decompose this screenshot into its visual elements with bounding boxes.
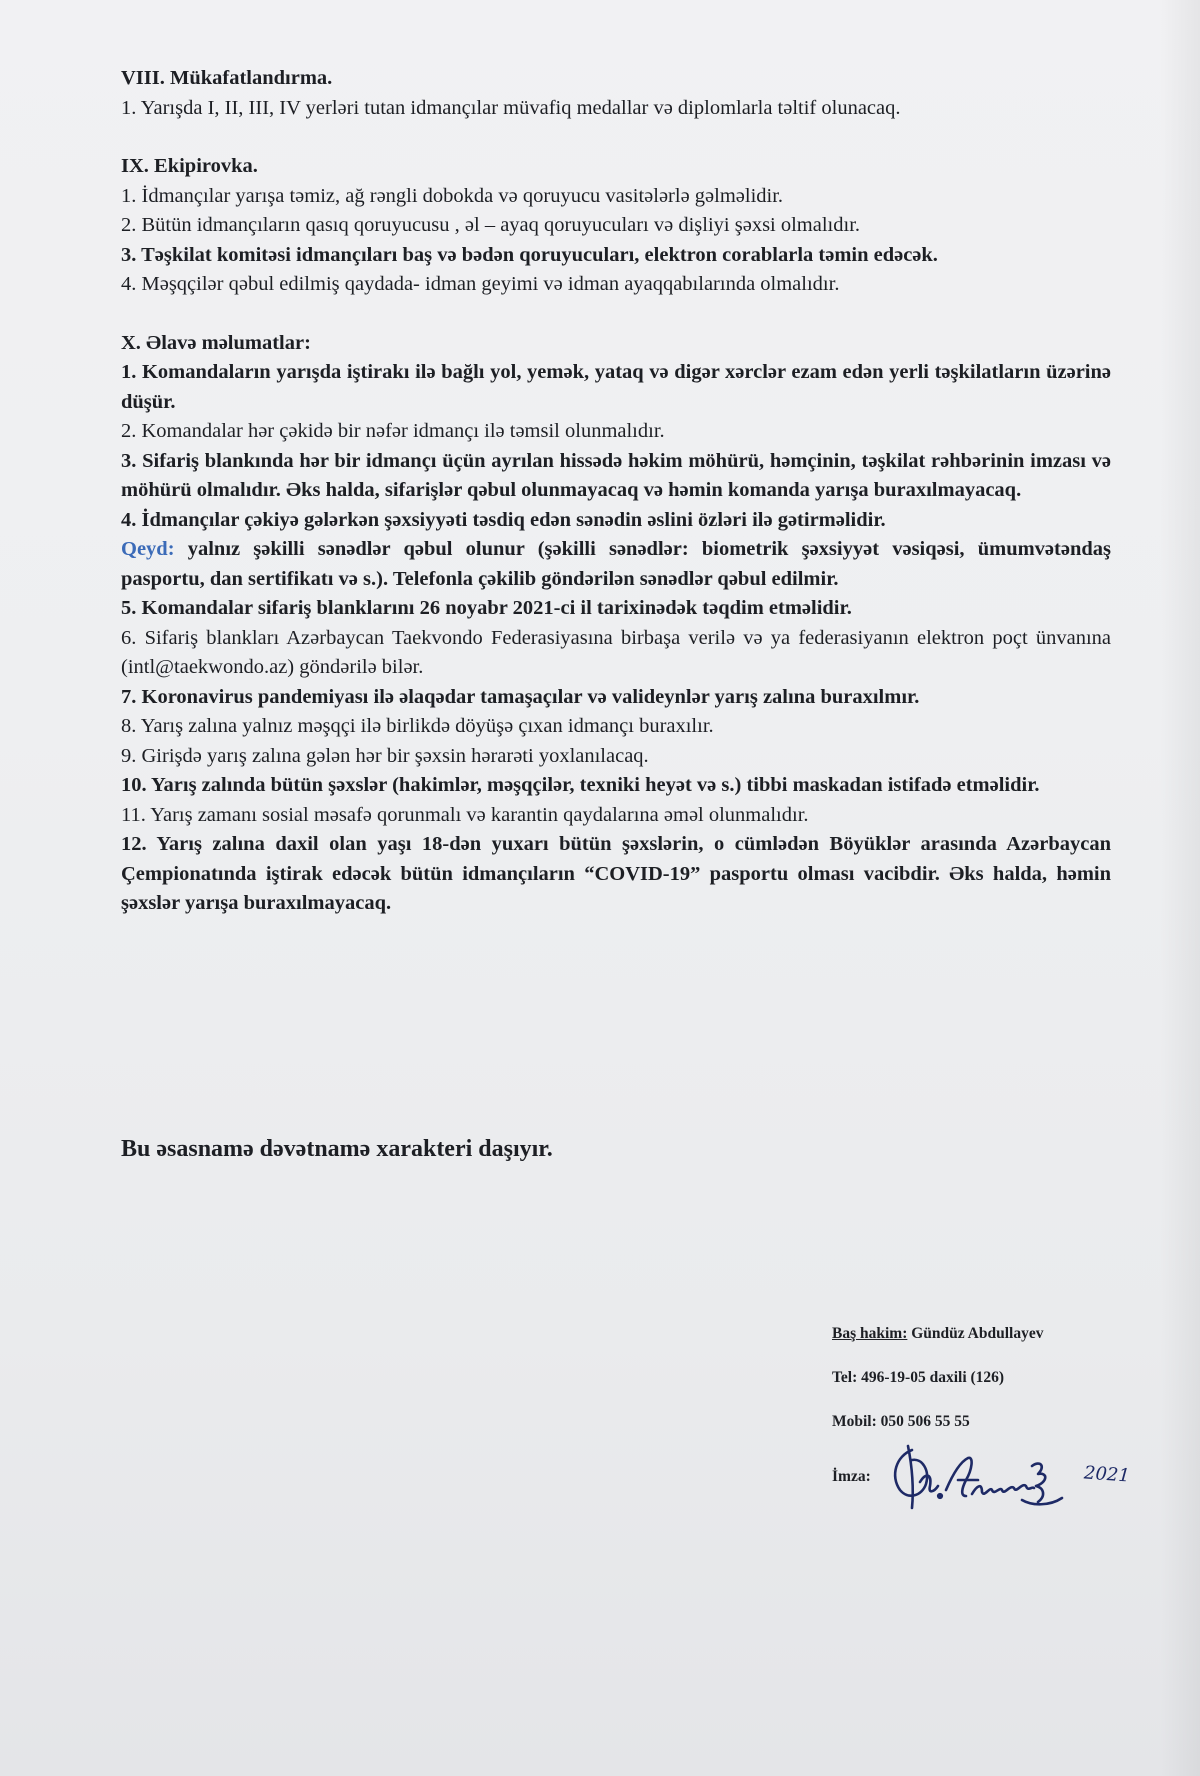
signature-block bbox=[832, 1322, 1172, 1514]
section-item: 1. Komandaların yarışda iştirakı ilə bağlı yol, yemək, yataq və digər xərclər ezam edən yerli təşkilatların üzərinə düşür. bbox=[121, 361, 1111, 413]
closing-statement: Bu əsasnamə dəvətnamə xarakteri daşıyır. bbox=[121, 1136, 553, 1162]
chief-judge-line bbox=[832, 1322, 1172, 1346]
tel-line: Tel: 496-19-05 daxili (126) bbox=[832, 1369, 1005, 1386]
section-awards bbox=[121, 64, 1111, 123]
note-item bbox=[121, 535, 1111, 594]
section-equipment bbox=[121, 152, 1111, 300]
section-item: 2. Komandalar hər çəkidə bir nəfər idmançı ilə təmsil olunmalıdır. bbox=[121, 420, 665, 442]
section-item: 12. Yarış zalına daxil olan yaşı 18-dən yuxarı bütün şəxslərin, o cümlədən Böyüklər arasında Azərbaycan Çempionatında iştirak edəcək bütün idmançıların “COVID-19” pasportu olması vacibdir. Əks halda, həmin şəxslər yarışa buraxılmayacaq. bbox=[121, 833, 1111, 914]
document-body bbox=[121, 64, 1111, 948]
section-item: 5. Komandalar sifariş blanklarını 26 noyabr 2021-ci il tarixinədək təqdim etməlidir. bbox=[121, 597, 852, 619]
section-item: 6. Sifariş blankları Azərbaycan Taekvondo Federasiyasına birbaşa verilə və ya federasiyanın elektron poçt ünvanına (intl@taekwondo.az) göndərilə bilər. bbox=[121, 626, 1111, 678]
section-item: 9. Girişdə yarış zalına gələn hər bir şəxsin hərarəti yoxlanılacaq. bbox=[121, 744, 649, 767]
section-item: 3. Sifariş blankında hər bir idmançı üçün ayrılan hissədə həkim möhürü, həmçinin, təşkilat rəhbərinin imzası və möhürü olmalıdır. Əks halda, sifarişlər qəbul olunmayacaq və həmin komanda yarışa buraxılmayacaq. bbox=[121, 449, 1111, 501]
note-label: Qeyd: bbox=[121, 538, 175, 560]
section-item: 7. Koronavirus pandemiyası ilə əlaqədar tamaşaçılar və valideynlər yarış zalına buraxılmır. bbox=[121, 685, 920, 708]
signature-date: 2021 bbox=[1083, 1462, 1131, 1487]
section-item: 4. İdmançılar çəkiyə gələrkən şəxsiyyəti təsdiq edən sənədin əslini özləri ilə gətirməlidir. bbox=[121, 508, 886, 531]
imza-row bbox=[832, 1454, 1172, 1514]
imza-label: İmza: bbox=[832, 1468, 871, 1485]
section-item: 1. Yarışda I, II, III, IV yerləri tutan idmançılar müvafiq medallar və diplomlarla təltif olunacaq. bbox=[121, 96, 901, 119]
section-item: 1. İdmançılar yarışa təmiz, ağ rəngli dobokda və qoruyucu vasitələrlə gəlməlidir. bbox=[121, 184, 784, 207]
section-heading: X. Əlavə məlumatlar: bbox=[121, 331, 311, 354]
section-heading: VIII. Mükafatlandırma. bbox=[121, 67, 333, 89]
section-item: 3. Təşkilat komitəsi idmançıları baş və bədən qoruyucuları, elektron corablarla təmin edəcək. bbox=[121, 243, 938, 266]
mobile-line: Mobil: 050 506 55 55 bbox=[832, 1413, 970, 1430]
chief-judge-name: Gündüz Abdullayev bbox=[907, 1325, 1044, 1342]
section-item: 10. Yarış zalında bütün şəxslər (hakimlər, məşqçilər, texniki heyət və s.) tibbi maskadan istifadə etməlidir. bbox=[121, 774, 1040, 796]
note-text: yalnız şəkilli sənədlər qəbul olunur (şəkilli sənədlər: biometrik şəxsiyyət vəsiqəsi, ümumvətəndaş pasportu, dan sertifikatı və s.). Telefonla çəkilib göndərilən sənədlər qəbul edilmir. bbox=[121, 538, 1111, 590]
section-item: 4. Məşqçilər qəbul edilmiş qaydada- idman geyimi və idman ayaqqabılarında olmalıdır. bbox=[121, 273, 840, 295]
section-heading: IX. Ekipirovka. bbox=[121, 155, 258, 177]
section-item: 8. Yarış zalına yalnız məşqçi ilə birlikdə döyüşə çıxan idmançı buraxılır. bbox=[121, 715, 714, 737]
section-additional-info bbox=[121, 329, 1111, 919]
section-item: 2. Bütün idmançıların qasıq qoruyucusu , əl – ayaq qoruyucuları və dişliyi şəxsi olmalıdır. bbox=[121, 214, 861, 236]
section-item: 11. Yarış zamanı sosial məsafə qorunmalı və karantin qaydalarına əməl olunmalıdır. bbox=[121, 803, 809, 826]
chief-judge-label: Baş hakim: bbox=[832, 1325, 908, 1342]
